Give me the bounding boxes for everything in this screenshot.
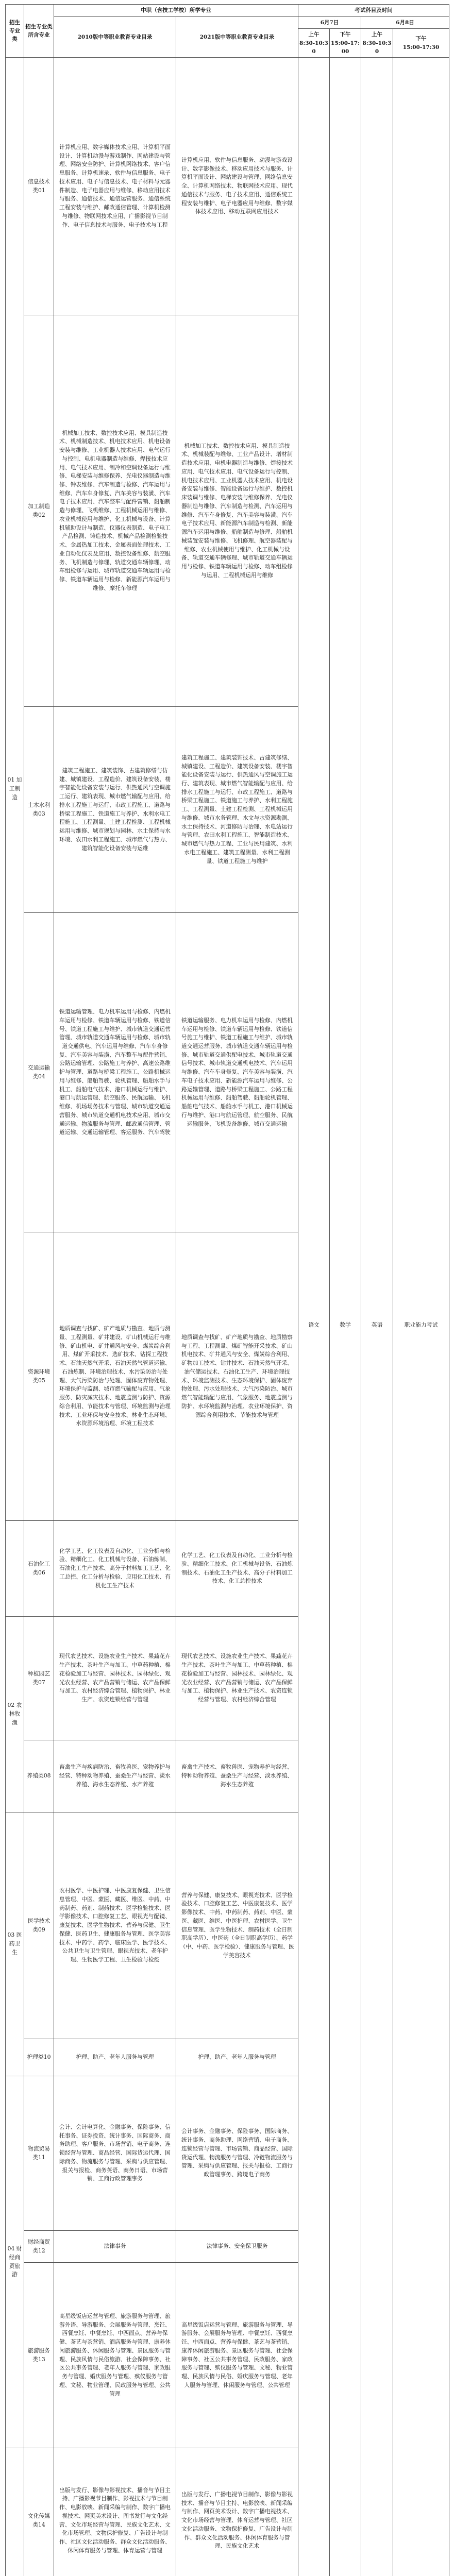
majors-2021-cell: 化学工艺、化工仪表及自动化、工业分析与检验、精细化工技术、化工机械与设备、石油炼制技术、石油化工生产技术、高分子材料加工技术、化工总控技术 (176, 1521, 298, 1617)
table-row (6, 58, 449, 315)
group-cell: 资源环境类05 (24, 1232, 54, 1521)
majors-2010-cell: 护理、助产、老年人服务与管理 (54, 2039, 176, 2076)
header-2010: 2010版中等职业教育专业目录 (54, 17, 176, 58)
majors-2010-cell: 农村医学、中医护理、中医康复保健、卫生信息管理、中医、蒙医、藏医、维医、中药、中药制药、药剂、制药技术、医学检验技术、医学影像技术、口腔修复工艺、眼视光与配镜、康复技术、医学生物技术、营养与保健、卫生保健、医药卫生、健康服务与管理、医学美容技术、中药学、药学、临床医学、医学技术、公共卫生与卫生管理、眼视光技术、老年护理、生物医学工程、卫生检验与检疫 (54, 1812, 176, 2039)
majors-2021-cell: 营养与保健、康复技术、眼视光技术、医学检验技术、口腔修复工艺、中医康复技术、医学影像技术、中药、中药制药、药剂、中医、蒙医、藏医、维医、中医护理、农村医学、卫生信息管理、医学生物技术、制药技术（全日制职高学历）、中医药（全日制职高学历）、药学（中、中药、医学检验）、健康服务与管理、医学美容技术 (176, 1812, 298, 2039)
majors-2010-cell: 畜禽生产与疾病防治、畜牧兽医、宠物养护与经营、特种动物养殖、蚕桑生产与经营、淡水养殖、海水生态养殖、水产养殖 (54, 1740, 176, 1812)
header-slot-1: 上午 8:30-10:30 (298, 29, 330, 58)
group-cell: 交通运输类04 (24, 913, 54, 1232)
subject-vocational: 职业能力考试 (393, 58, 449, 2576)
group-cell: 石油化工类06 (24, 1521, 54, 1617)
majors-2021-cell: 高星级饭店运营与管理、旅游服务与管理、导游服务、会展服务与管理、中餐烹饪、西餐烹饪、中西面点、营养与保健、茶艺与茶营销、康养休闲旅游服务、景区服务与管理、社会保障事务、社区公共事务管理、民政服务、家政服务与管理、殡仪服务与管理、文秘、物业管理、民族风情与民俗、婚庆服务与管理、老年人服务与管理、休闲服务与管理、公共管理 (176, 2263, 298, 2448)
group-cell: 护理类10 (24, 2039, 54, 2076)
majors-2021-cell: 畜禽生产技术、畜牧兽医、宠物养护与经营、特种动物养殖、蚕桑生产与经营、淡水养殖、海水生态养殖 (176, 1740, 298, 1812)
majors-2021-cell: 出版与发行、广播电视节目制作、影像与影视技术、播音与节目主持、电影放映、新闻采编与制作、网页美术设计、数字广播电视技术、文化市场经营与管理、体育运营与管理、社区文化活动服务、文物保护修复、广告设计与制作、群众文化活动服务、休闲体育服务与管理、民族文化艺术 (176, 2448, 298, 2576)
subject-math: 数学 (330, 58, 361, 2576)
header-2021: 2021版中等职业教育专业目录 (176, 17, 298, 58)
majors-2010-cell: 铁道运输管理、电力机车运用与检修、内燃机车运用与检修、铁道车辆运用与检修、铁道信号、铁道工程施工与维护、城市轨道交通运营管理、城市轨道交通车辆运用与检修、城市轨道交通供电、汽车运用与维修、汽车车身修复、汽车美容与装潢、汽车整车与配件营销、公路运输管理、公路施工与养护、高速公路维护与管理、道路与桥梁工程施工、公路机械运用与维修、船舶驾驶、轮机管理、船舶水手与机工、船舶电气技术、港口机械运行与维护、港口与航运管理、航空服务、民航运输、飞机维修、机场场务技术与管理、城市轨道交通运营服务、城市轨道交通机电技术应用、城市交通运输、物流服务与管理、邮政通信管理、管道运输、交通运输管理、客运服务、汽车驾驶 (54, 913, 176, 1232)
group-cell: 养殖类08 (24, 1740, 54, 1812)
category-cell: 03 医药卫生 (6, 1812, 24, 2076)
majors-2021-cell: 机械加工技术、数控技术应用、模具制造技术、机械装配与维修、工业产品设计、增材制造技术应用、电机电器制造与维修、焊接技术应用、电气技术应用、电气设备运行与控制、机电技术应用、工业机器人技术应用、机电设备安装与维修、智能设备运行与维护、数控机床装调与维修、电梯安装与维修保养、光电仪器制造与维修、汽车制造与检测、汽车运用与维修、汽车车身修复、汽车美容与装潢、汽车电子技术应用、新能源汽车制造与检测、新能源汽车运用与维修、船舶制造与修理、船舶机械装置安装与维修、飞机修理、航空器装配与维修、农业机械使用与维护、化工机械与设备、轨道交通车辆修理、城市轨道交通车辆运用与检修、铁道车辆运用与检修、动车组检修与运用、工程机械运用与维修 (176, 315, 298, 707)
header-date-2: 6月8日 (361, 17, 449, 29)
header-group: 招生专业类所含专业 (24, 5, 54, 58)
category-cell: 04 财经商贸旅游 (6, 2076, 24, 2448)
majors-2021-cell: 会计事务、金融事务、保险事务、国际商务、统计事务、商务助理、网络营销、电子商务、连锁经营与管理、市场营销、商品经营、国际货运代理、物流服务与管理、冷链物流服务与管理、采购与供应管理、报关与报检、工商行政管理事务、跨境电子商务 (176, 2076, 298, 2231)
header-slot-2: 下午 15:00-17:00 (330, 29, 361, 58)
header-slot-3: 上午 8:30-10:30 (361, 29, 393, 58)
group-cell: 文化传媒类14 (24, 2448, 54, 2576)
majors-2021-cell: 法律事务、安全保卫服务 (176, 2231, 298, 2263)
group-cell: 财经商贸类12 (24, 2231, 54, 2263)
header-exam-time: 考试科目及时间 (298, 5, 449, 17)
majors-2010-cell: 出版与发行、影像与影视技术、播音与节目主持、广播影视节目制作、影视技术与节目制作、电影放映、新闻采编与制作、数字广播电视技术、网页美术设计、图书发行与文化经营、文化市场经营与管理、民族文化艺术、文化市场管理、文物保护修复、广告设计与制作、社区文化活动服务、群众文化活动服务、休闲体育服务与管理、体育运营与管理 (54, 2448, 176, 2576)
group-cell: 物流贸易类11 (24, 2076, 54, 2231)
majors-2010-cell: 计算机应用、数字媒体技术应用、计算机平面设计、计算机动漫与游戏制作、网站建设与管理、网络安全防护、计算机网络技术、客户信息服务、计算机速录、软件与信息服务、电子技术应用、电子与信息技术、电子材料与元器件制造、电子电器应用与维修、移动应用技术与服务、通信技术、通信运营服务、通信系统工程安装与维护、邮政通信管理、计算机检测与维修、物联网技术应用、广播影视节目制作、电子信息技术与服务、电子技术与工程 (54, 58, 176, 315)
group-cell: 旅游服务类13 (24, 2263, 54, 2448)
majors-2021-cell: 现代农艺技术、设施农业生产技术、果蔬花卉生产技术、茶叶生产与加工、中草药种植、棉花检验加工与经营、园林技术、园林绿化、观光农业经营、农产品营销与储运、农产品保鲜与加工、植物保护、林业生产技术、农资连锁经营与管理、农村经济综合管理 (176, 1617, 298, 1740)
header-category: 招生专业类 (6, 5, 24, 58)
group-cell: 医学技术类09 (24, 1812, 54, 2039)
majors-2021-cell: 铁道运输服务、电力机车运用与检修、内燃机车运用与检修、铁道车辆运用与检修、铁道信号施工与维护、铁道工程施工与维护、城市轨道交通运营服务、城市轨道交通车辆运用与检修、城市轨道交通供配电技术、城市轨道交通信号技术、城市轨道交通机电技术、汽车运用与维修、汽车车身修复、汽车美容与装潢、汽车电子技术应用、新能源汽车运用与维修、公路运输管理、道路与桥梁工程施工、公路工程机械运用与维修、船舶驾驶、船舶轮机管理、船舶电气技术、船舶水手与机工、港口机械运行与维护、港口与航运管理、航空服务、民航运输服务、飞机设备维修、城市交通运输 (176, 913, 298, 1232)
majors-2010-cell: 会计、会计电算化、金融事务、保险事务、信托事务、证券投资、统计事务、国际商务、商务助理、客户服务、市场营销、电子商务、连锁经营与管理、商品经营、国际货运代理、国际商务、物流服务与管理、采购与供应管理、报关与报检、商务英语、商务日语、市场营销、工商行政管理事务 (54, 2076, 176, 2231)
majors-2010-cell: 法律事务 (54, 2231, 176, 2263)
majors-2010-cell: 建筑工程施工、建筑装饰、古建筑修缮与仿建、城镇建设、工程造价、建筑设备安装、楼宇智能化设备安装与运行、供热通风与空调施工运行、建筑表现、城市燃气输配与应用、给排水工程施工与运行、市政工程施工、道路与桥梁工程施工、铁道施工与养护、水利水电工程施工、工程测量、土建工程检测、工程机械运用与维修、城市规划与园林、水土保持与水环境、农田水利工程施工、城市燃气与热力、建筑智能化设备安装与运维 (54, 707, 176, 913)
majors-2010-cell: 现代农艺技术、设施农业生产技术、果蔬花卉生产技术、茶叶生产与加工、中草药种植、棉花检验加工与经营、园林技术、园林绿化、观光农业经营、农产品营销与储运、农产品保鲜与加工、农村经济综合管理、植物保护、林业生产、农资连锁经营与管理 (54, 1617, 176, 1740)
category-cell: 01 加工制造 (6, 58, 24, 1521)
group-cell: 土木水利类03 (24, 707, 54, 913)
category-cell: 02 农林牧渔 (6, 1617, 24, 1812)
group-cell: 信息技术类01 (24, 58, 54, 315)
majors-2021-cell: 护理、助产、老年人服务与管理 (176, 2039, 298, 2076)
header-majors: 中职（含技工学校）所学专业 (54, 5, 298, 17)
subject-chinese: 语文 (298, 58, 330, 2576)
majors-2021-cell: 地质调查与找矿、矿产地质与勘查、地质勘察与工程、工程测量、煤矿智能开采技术、矿山机电技术、矿井通风与安全、煤炭综合利用、矿物加工技术、钻井技术、石油天然气开采、油气储运技术、石油化工生产、环境治理技术、环境监测技术、生态环境保护、固体废弃物处理、污水处理技术、大气污染防治、城市燃气智能输配与应用、气象服务、地震监测与防护、水环境监测与治理、农业环境保护、资源综合利用技术、节能技术与管理 (176, 1232, 298, 1521)
group-cell: 种植园艺类07 (24, 1617, 54, 1740)
category-cell (6, 1521, 24, 1617)
header-date-1: 6月7日 (298, 17, 361, 29)
header-slot-4: 下午 15:00-17:30 (393, 29, 449, 58)
majors-2010-cell: 化学工艺、化工仪表及自动化、工业分析与检验、精细化工、化工机械与设备、石油炼制、石油化工生产技术、高分子材料加工工艺、化工总控、化工分析与检验、应用化工技术、有机化工生产技术 (54, 1521, 176, 1617)
majors-2010-cell: 地质调查与找矿、矿产地质与勘查、地质与测量、工程测量、矿井建设、矿山机械运行与维修、矿山机电、矿井通风与安全、煤炭综合利用、煤矿开采技术、选矿技术、钻探工程技术、石油天然气开采、石油天然气管道运输、石油炼制、环境治理技术、水污染防治与处理、大气污染防治与处理、固体废弃物处理、环境保护与监测、城市燃气输配与应用、气象服务、防灾减灾技术、地震监测与防护、资源综合利用、节能技术与管理、环境监测与治理技术、工业环保与安全技术、林业生态环境、水资源环境治理、环境工程技术 (54, 1232, 176, 1521)
subject-english: 英语 (361, 58, 393, 2576)
majors-2021-cell: 建筑工程施工、建筑装饰技术、古建筑修缮、城镇建设、工程造价、建筑设备安装、楼宇智能化设备安装与运行、供热通风与空调施工运行、建筑表现、城市燃气智能输配与应用、给排水工程施工与运行、市政工程施工、道路与桥梁工程施工、铁道施工与养护、水利工程施工、工程测量、土建工程检测、工程机械运用与维修、城市水务管理、水文与水资源勘测、水土保持技术、河道修防与治理、水电站运行与管理、农田水利工程施工、智能制造技术、城市燃气与热力工程、工业与民用建筑、水利水电工程施工、建筑工程测量、水利工程测量、铁道工程施工与维护 (176, 707, 298, 913)
majors-2010-cell: 高星级饭店运营与管理、旅游服务与管理、旅游外语、导游服务、会展服务与管理、烹饪、西餐烹饪、中餐烹饪、中西面点、营养与保健、茶艺与茶营销、酒店服务与管理、康养休闲旅游服务、休闲服务与管理、景区服务与管理、民族风情与民俗旅游、社会保障事务、社区公共事务管理、老年人服务与管理、家政服务与管理、婚庆服务与管理、殡仪服务与管理、文秘、物业管理、民政服务与管理、公共管理 (54, 2263, 176, 2448)
major-category-table (5, 4, 449, 2576)
majors-2021-cell: 计算机应用、软件与信息服务、动漫与游戏设计、数字影像技术、移动应用技术与服务、计算机平面设计、网站建设与管理、网络信息安全、计算机网络技术、物联网技术应用、现代通信技术与服务、电子技术应用、通信系统工程安装与维护、电子电器应用与维修、数字媒体技术应用、移动互联网应用技术 (176, 58, 298, 315)
group-cell: 加工制造类02 (24, 315, 54, 707)
majors-2010-cell: 机械加工技术、数控技术应用、模具制造技术、机械制造技术、机电技术应用、机电设备安装与维修、工业机器人技术应用、电气运行与控制、电机电器制造与维修、焊接技术应用、电气技术应用、制冷和空调设备运行与维修、电梯安装与维修保养、光电仪器制造与维修、钟表维修、汽车制造与检修、汽车运用与维修、汽车车身修复、汽车美容与装潢、汽车电子技术应用、汽车整车与配件营销、船舶制造与修理、飞机维修、工程机械运用与维修、农业机械使用与维护、化工机械与设备、计算机辅助设计与制造、仪器仪表制造、电子电工产品检测、铸造技术、机械产品检测检验技术、金属热加工技术、金属表面处理技术、工业自动化仪表及应用、数控设备维修、航空服务、飞机制造与修理、轨道交通车辆修理、动车组检修与运用、城市轨道交通车辆运用与检修、铁道车辆运用与检修、新能源汽车运用与维修、摩托车修理 (54, 315, 176, 707)
category-cell (6, 2448, 24, 2576)
